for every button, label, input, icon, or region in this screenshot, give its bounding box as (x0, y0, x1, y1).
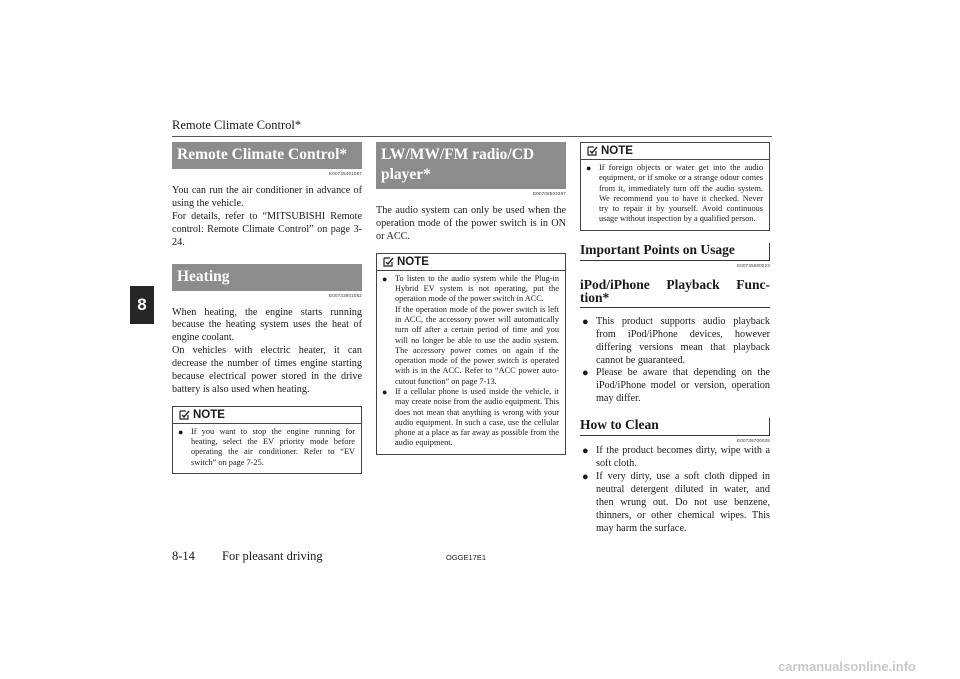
chapter-tab: 8 (130, 286, 154, 324)
bullet-icon: ● (582, 367, 589, 380)
section-body-radio (376, 205, 566, 244)
watermark: carmanualsonline.info (778, 659, 916, 674)
section-title-how-to-clean: How to Clean (580, 418, 770, 436)
section-title-important-points: Important Points on Usage (580, 243, 770, 261)
section-body-heating (172, 307, 362, 397)
list-item (580, 316, 770, 368)
document-code: OGGE17E1 (446, 553, 487, 562)
clean-list (580, 445, 770, 535)
pencil-check-icon (178, 409, 190, 421)
note-header (173, 407, 361, 424)
section-title-remote-climate: Remote Climate Control* (172, 142, 362, 169)
list-item (178, 427, 355, 468)
section-body-remote-climate (172, 185, 362, 250)
note-box (376, 253, 566, 455)
section-title-heating: Heating (172, 264, 362, 291)
section-code: E00735500023 (737, 262, 770, 268)
note-header (581, 143, 769, 160)
footer-section-title: For pleasant driving (222, 549, 323, 563)
pencil-check-icon (586, 145, 598, 157)
bullet-icon: ● (178, 426, 184, 437)
paragraph: On vehicles with electric heater, it can decrease the number of times engine starting because electrical power stored in the drive battery is also used when heating. (172, 345, 362, 395)
bullet-icon: ● (382, 386, 388, 397)
running-head: Remote Climate Control* (172, 118, 302, 132)
subsection-title-ipod (580, 278, 770, 308)
section-code: E00733901062 (329, 292, 362, 298)
note-label: NOTE (193, 408, 225, 421)
note-header (377, 254, 565, 271)
list-item-text (395, 274, 559, 387)
list-item (586, 163, 763, 225)
bullet-icon: ● (582, 470, 589, 483)
list-item (580, 471, 770, 536)
paragraph: If the operation mode of the power switch is left in ACC, the accessory power will automatically turn off after a certain period of time and you will no longer be able to use the audio system. The accessory power comes on again if the operation mode of the power switch is operated with is in the ACC. Refer to “ACC power auto-cutout function” on page 7-13. (395, 304, 559, 386)
list-item-text: If you want to stop the engine running for heating, select the EV priority mode before operating the air conditioner. Refer to “EV switch” on page 7-25. (191, 426, 355, 467)
section-title-radio: LW/MW/FM radio/CD player* (376, 142, 566, 189)
note-box (580, 142, 770, 231)
paragraph: To listen to the audio system while the Plug-in Hybrid EV system is not operating, put the operation mode of the power switch in ACC. (395, 273, 559, 304)
list-item-text: This product supports audio playback from iPod/iPhone devices, however differing versions mean that playback cannot be guaranteed. (596, 315, 770, 366)
note-label: NOTE (397, 255, 429, 268)
note-box (172, 406, 362, 474)
list-item (382, 387, 559, 449)
list-item-text: Please be aware that depending on the iPod/iPhone model or version, operation may differ. (596, 367, 770, 405)
section-code: E00735700025 (737, 438, 770, 444)
page-number: 8-14 (172, 549, 195, 563)
column-1 (172, 142, 362, 474)
column-2 (376, 142, 566, 455)
list-item (580, 367, 770, 406)
section-code: E00708503387 (533, 191, 566, 196)
bullet-icon: ● (582, 445, 589, 458)
bullet-icon: ● (382, 273, 388, 284)
title-line: tion* (580, 289, 610, 305)
bullet-icon: ● (582, 315, 589, 328)
section-code: E00735401087 (329, 171, 362, 176)
list-item-text: If very dirty, use a soft cloth dipped in neutral detergent diluted in water, and then wrung out. Do not use benzene, thinners, or other chemical wipes. This may harm the surface. (596, 470, 770, 534)
paragraph: The audio system can only be used when the operation mode of the power switch is in ON or ACC. (376, 205, 566, 242)
note-body (581, 160, 769, 230)
list-item (580, 445, 770, 471)
list-item-text: If a cellular phone is used inside the vehicle, it may create noise from the audio equipment. This does not mean that anything is wrong with your audio equipment. In such a case, use the cellular phone at a place as far away as possible from the audio equipment. (395, 386, 559, 448)
paragraph: When heating, the engine starts running because the heating system uses the heat of engine coolant. (172, 306, 362, 344)
bullet-icon: ● (586, 163, 592, 173)
list-item (382, 274, 559, 387)
note-body (173, 424, 361, 473)
ipod-list (580, 316, 770, 406)
title-line: iPod/iPhone Playback Func- (580, 276, 770, 292)
paragraph: For details, refer to “MITSUBISHI Remote control: Remote Climate Control” on page 3-24. (172, 210, 362, 248)
column-3 (580, 142, 770, 535)
pencil-check-icon (382, 256, 394, 268)
note-body (377, 271, 565, 454)
note-label: NOTE (601, 145, 633, 157)
paragraph: You can run the air conditioner in advance of using the vehicle. (172, 185, 362, 209)
list-item-text: If the product becomes dirty, wipe with a soft cloth. (596, 445, 770, 470)
header-rule (172, 136, 772, 137)
list-item-text: If foreign objects or water get into the audio equipment, or if smoke or a strange odour comes from it, immediately turn off the audio system. We recommend you to have it checked. Never try to repair it by yourself. Avoid continuous usage without inspection by a qualified person. (599, 163, 763, 224)
